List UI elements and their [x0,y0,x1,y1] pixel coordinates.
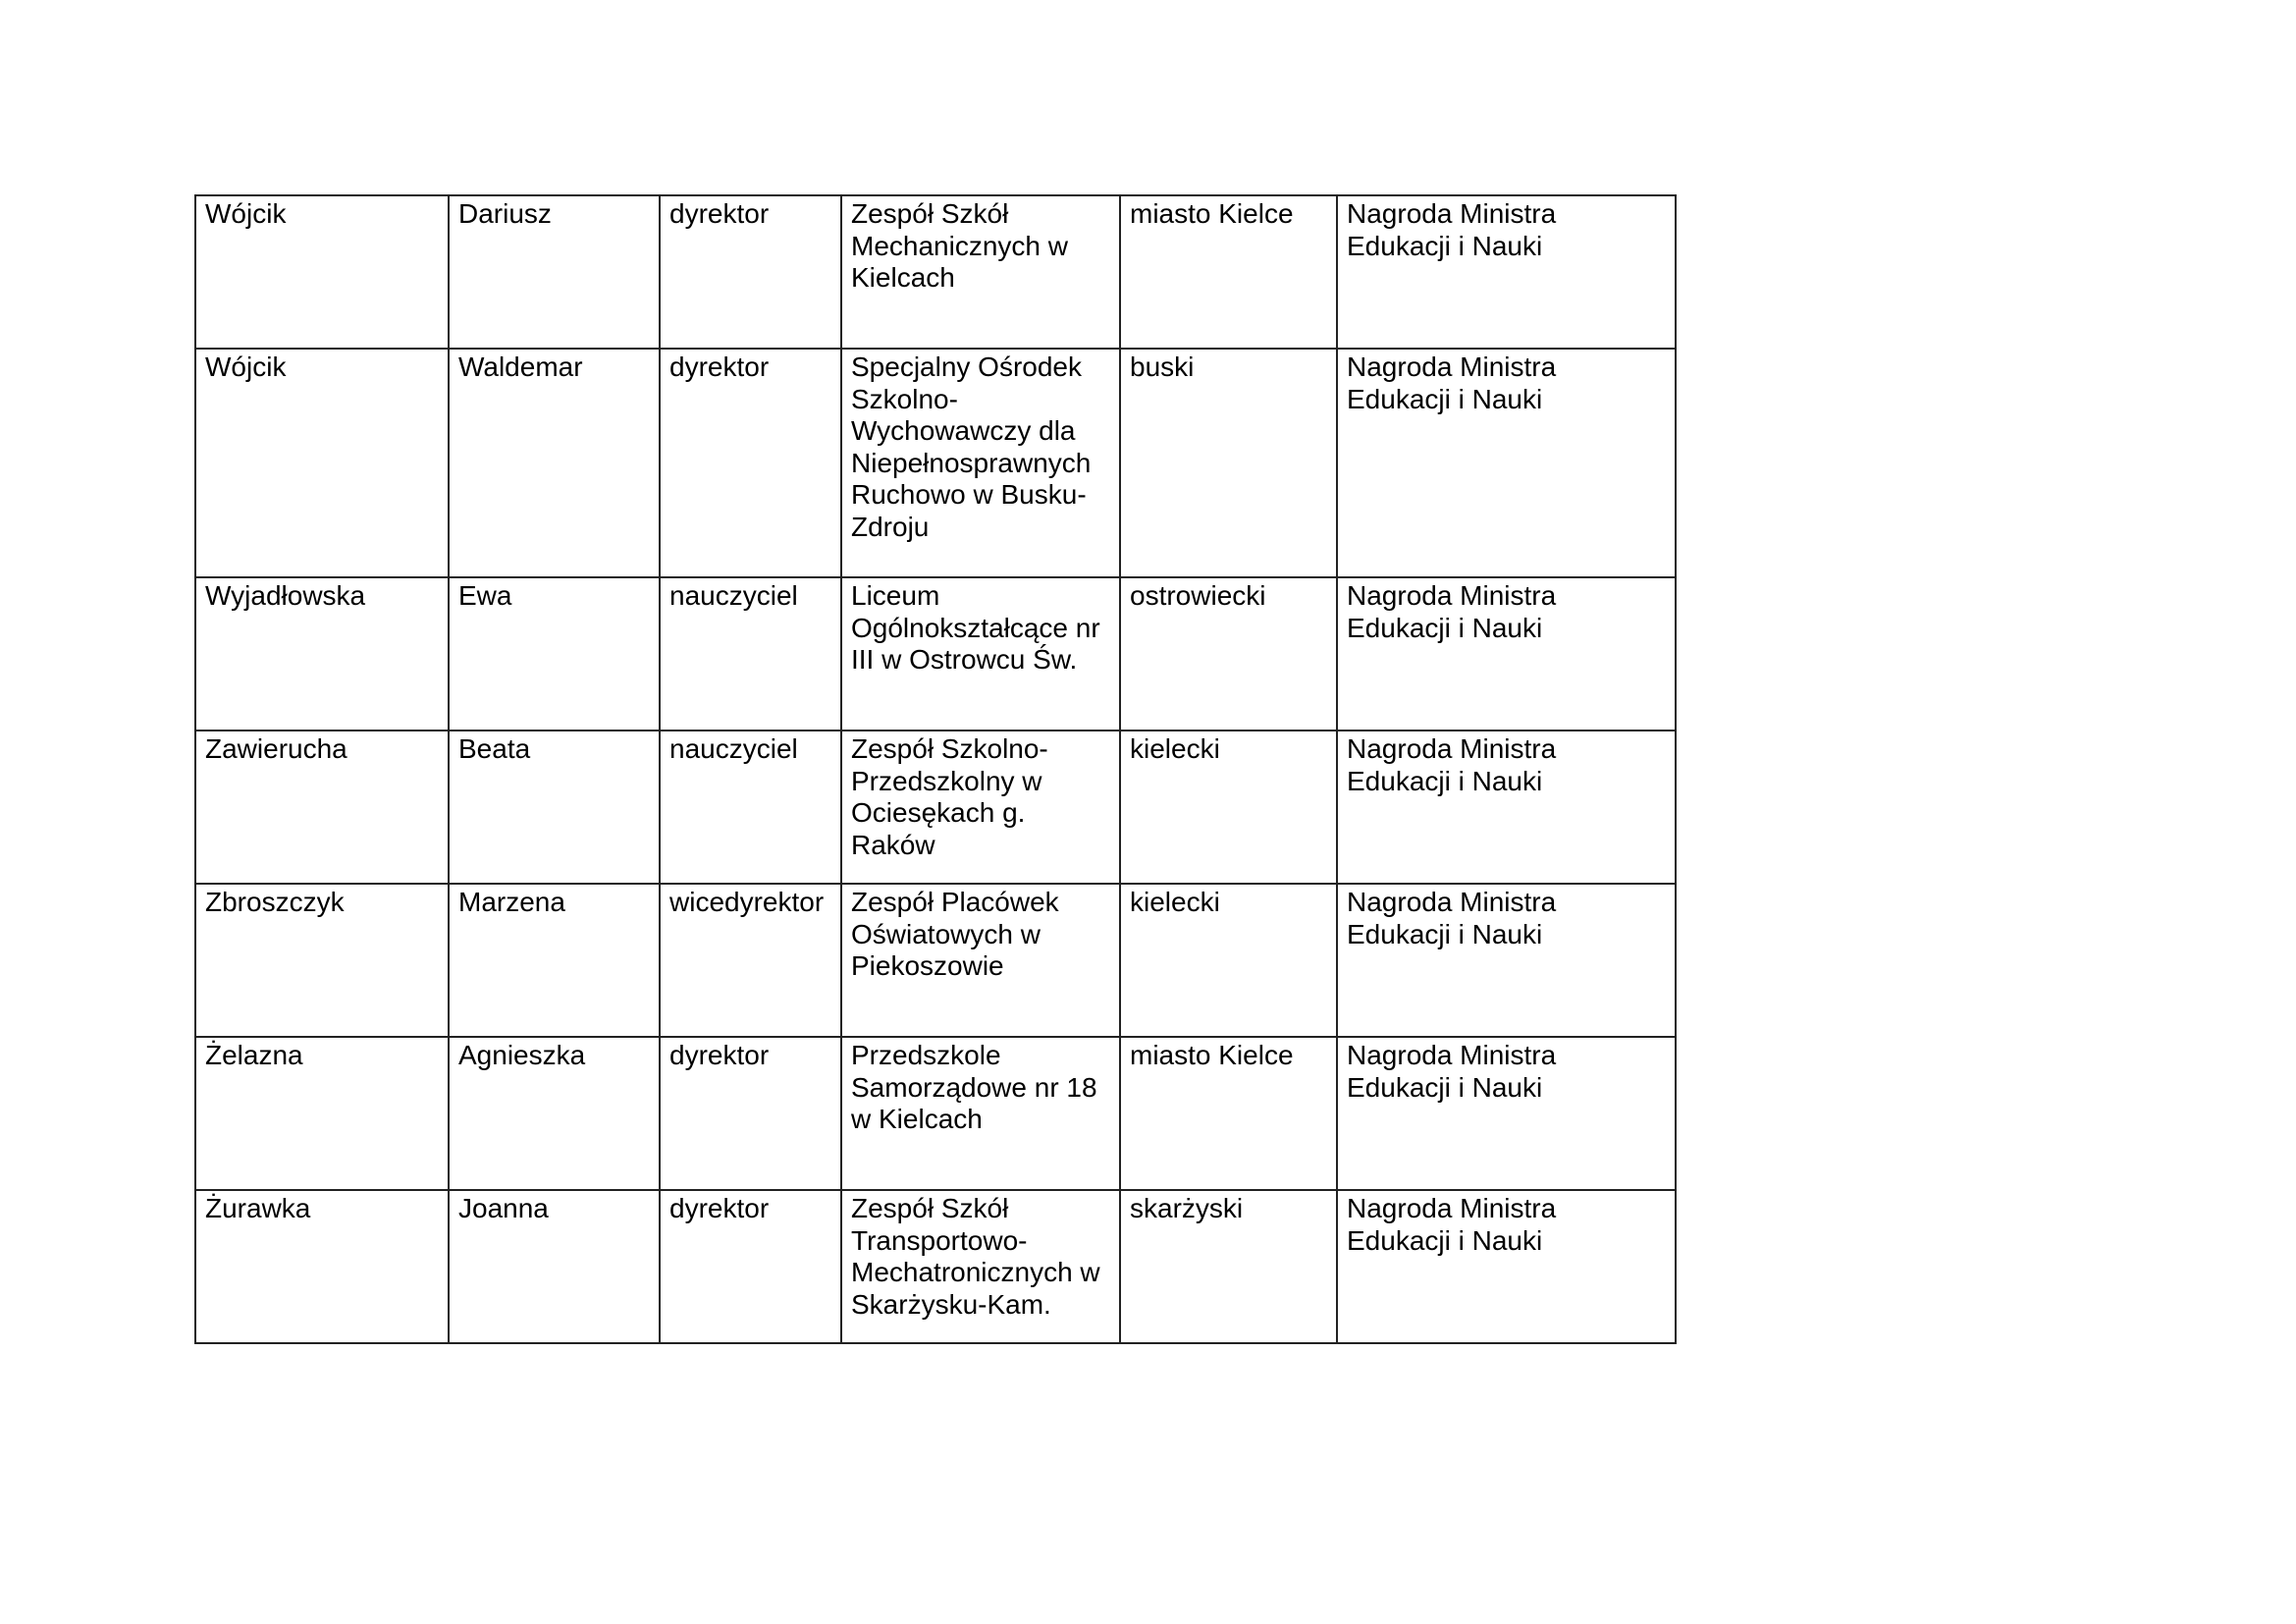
cell-school-line: Szkolno- [851,383,958,414]
cell-award-line: Nagroda Ministra [1347,733,1557,764]
cell-award-line: Edukacji i Nauki [1347,383,1543,414]
cell-school-line: Piekoszowie [851,950,1004,981]
cell-award [1337,1190,1676,1343]
table-row [195,577,1676,731]
cell-school-line: Raków [851,829,935,860]
cell-award-line: Edukacji i Nauki [1347,1071,1543,1103]
cell-surname: Zawierucha [195,731,449,884]
cell-award [1337,884,1676,1037]
cell-first-name: Agnieszka [449,1037,660,1190]
cell-district: buski [1120,349,1337,577]
cell-school-line: Przedszkole [851,1040,1001,1070]
cell-school-line: Niepełnosprawnych [851,447,1092,478]
table-row [195,1190,1676,1343]
cell-school-line: Zespół Szkół [851,198,1009,229]
table-row [195,1037,1676,1190]
cell-award-line: Nagroda Ministra [1347,887,1557,917]
cell-surname: Zbroszczyk [195,884,449,1037]
cell-district: kielecki [1120,731,1337,884]
cell-school-line: Ociesękach g. [851,797,1026,828]
cell-school-line: III w Ostrowcu Św. [851,644,1078,675]
cell-district: kielecki [1120,884,1337,1037]
cell-district: miasto Kielce [1120,195,1337,349]
cell-school [841,731,1120,884]
cell-school-line: Liceum [851,580,940,611]
cell-first-name: Beata [449,731,660,884]
cell-award-line: Nagroda Ministra [1347,198,1557,229]
cell-award-line: Edukacji i Nauki [1347,612,1543,643]
awards-table-body [195,195,1676,1343]
cell-district: skarżyski [1120,1190,1337,1343]
cell-award-line: Nagroda Ministra [1347,1040,1557,1070]
cell-position: dyrektor [660,1190,841,1343]
cell-school [841,349,1120,577]
cell-school-line: Transportowo- [851,1224,1028,1256]
cell-school [841,1037,1120,1190]
cell-position: dyrektor [660,349,841,577]
cell-award [1337,577,1676,731]
cell-school-line: Skarżysku-Kam. [851,1288,1051,1320]
cell-award-line: Edukacji i Nauki [1347,230,1543,261]
cell-award-line: Edukacji i Nauki [1347,1224,1543,1256]
cell-award-line: Edukacji i Nauki [1347,765,1543,796]
cell-school [841,195,1120,349]
cell-school-line: Mechanicznych w [851,230,1068,261]
cell-award [1337,1037,1676,1190]
cell-school-line: Zdroju [851,511,930,542]
cell-school-line: Wychowawczy dla [851,415,1076,446]
cell-position: dyrektor [660,195,841,349]
cell-award [1337,731,1676,884]
cell-award-line: Nagroda Ministra [1347,1193,1557,1223]
cell-school [841,577,1120,731]
cell-school-line: Ogólnokształcące nr [851,612,1100,643]
cell-school-line: Ruchowo w Busku- [851,479,1087,510]
table-row [195,195,1676,349]
cell-school-line: Przedszkolny w [851,765,1042,796]
cell-school-line: Zespół Placówek [851,887,1059,917]
cell-first-name: Joanna [449,1190,660,1343]
cell-surname: Żelazna [195,1037,449,1190]
cell-first-name: Waldemar [449,349,660,577]
cell-award-line: Nagroda Ministra [1347,580,1557,611]
cell-school-line: Samorządowe nr 18 [851,1071,1097,1103]
cell-award [1337,195,1676,349]
cell-school-line: Kielcach [851,262,955,293]
cell-first-name: Dariusz [449,195,660,349]
cell-first-name: Ewa [449,577,660,731]
cell-school-line: w Kielcach [851,1104,983,1134]
cell-school-line: Zespół Szkół [851,1193,1009,1223]
cell-school [841,884,1120,1037]
cell-position: dyrektor [660,1037,841,1190]
cell-school-line: Specjalny Ośrodek [851,352,1083,382]
cell-award-line: Nagroda Ministra [1347,352,1557,382]
cell-district: ostrowiecki [1120,577,1337,731]
cell-surname: Wójcik [195,349,449,577]
cell-surname: Wójcik [195,195,449,349]
cell-school [841,1190,1120,1343]
cell-school-line: Oświatowych w [851,918,1041,949]
table-row [195,349,1676,577]
table-row [195,731,1676,884]
cell-school-line: Zespół Szkolno- [851,733,1048,764]
cell-surname: Wyjadłowska [195,577,449,731]
cell-first-name: Marzena [449,884,660,1037]
cell-award [1337,349,1676,577]
awards-table [194,194,1677,1344]
cell-district: miasto Kielce [1120,1037,1337,1190]
cell-position: nauczyciel [660,731,841,884]
cell-school-line: Mechatronicznych w [851,1257,1100,1287]
cell-position: wicedyrektor [660,884,841,1037]
table-row [195,884,1676,1037]
cell-award-line: Edukacji i Nauki [1347,918,1543,949]
cell-position: nauczyciel [660,577,841,731]
cell-surname: Żurawka [195,1190,449,1343]
